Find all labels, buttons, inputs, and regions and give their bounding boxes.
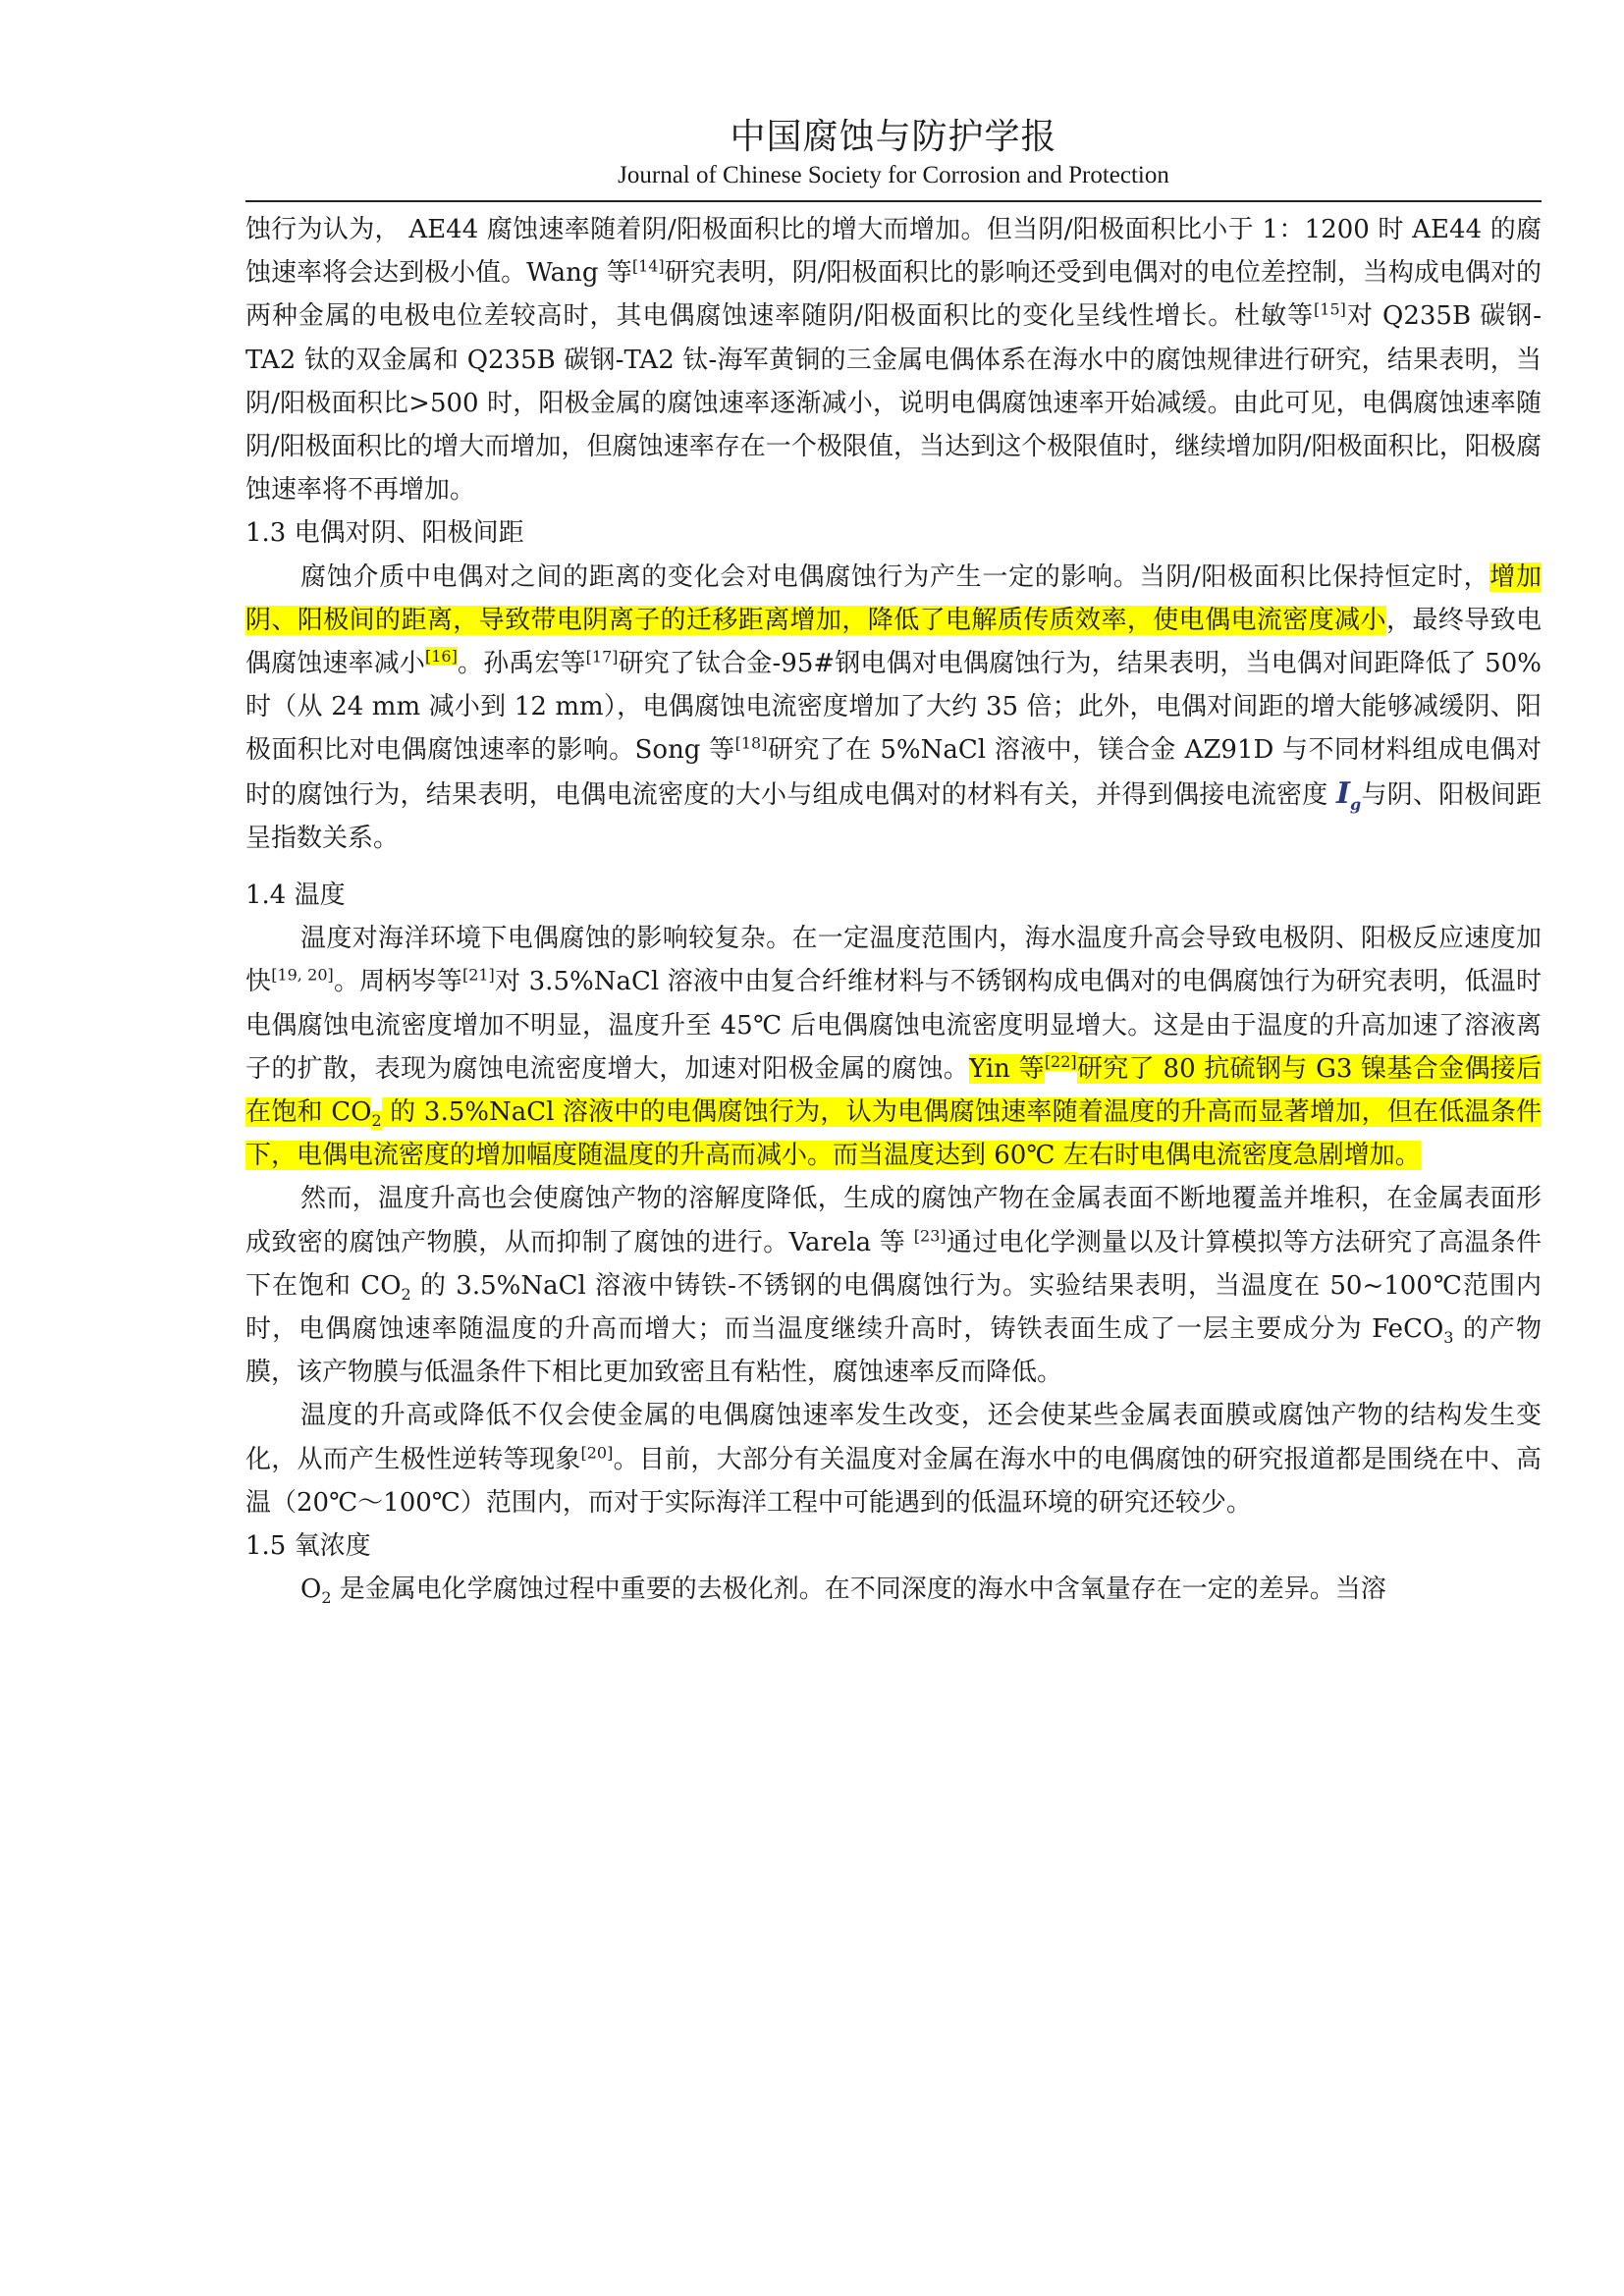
variable-subscript: g xyxy=(1350,794,1362,814)
paragraph-polarity-reversal xyxy=(245,1394,1542,1524)
citation: [19, 20] xyxy=(271,965,334,985)
header-rule xyxy=(245,200,1542,202)
text: 的产物膜，该产物膜与低温条件下相比更加致密且有粘性，腐蚀速率反而降低。 xyxy=(245,1314,1542,1388)
text: 与阴、阳极间距呈指数关系。 xyxy=(245,779,1542,853)
text: 。周柄岑等 xyxy=(333,967,462,997)
text: 蚀行为认为， AE44 腐蚀速率随着阴/阳极面积比的增大而增加。但当阴/阳极面积比小于 1：1200 时 AE44 的腐蚀速率将会达到极小值。Wang 等 xyxy=(245,215,1542,289)
text: 是金属电化学腐蚀过程中重要的去极化剂。在不同深度的海水中含氧量存在一定的差异。当溶 xyxy=(331,1575,1386,1605)
text: O xyxy=(300,1575,322,1605)
section-heading-1-5: 1.5 氧浓度 xyxy=(245,1531,371,1562)
highlighted-text: Yin 等 xyxy=(969,1053,1045,1084)
text: 温度的升高或降低不仅会使金属的电偶腐蚀速率发生改变，还会使某些金属表面膜或腐蚀产物的结构发生变化，从而产生极性逆转等现象 xyxy=(245,1401,1542,1474)
paragraph-corrosion-products xyxy=(245,1177,1542,1394)
section-heading-1-4: 1.4 温度 xyxy=(245,881,346,911)
text: 。目前，大部分有关温度对金属在海水中的电偶腐蚀的研究报道都是围绕在中、高温（20℃～100℃）范围内，而对于实际海洋工程中可能遇到的低温环境的研究还较少。 xyxy=(245,1444,1542,1518)
text: 腐蚀介质中电偶对之间的距离的变化会对电偶腐蚀行为产生一定的影响。当阴/阳极面积比保持恒定时， xyxy=(300,561,1490,592)
text: 对 3.5%NaCl 溶液中由复合纤维材料与不锈钢构成电偶对的电偶腐蚀行为研究表明，低温时电偶腐蚀电流密度增加不明显，温度升至 45℃ 后电偶腐蚀电流密度明显增大。这是由于温度的升高加速了溶液离子的扩散，表现为腐蚀电流密度增大，加速对阳极金属的腐蚀。 xyxy=(245,967,1542,1084)
citation: [14] xyxy=(631,256,665,276)
journal-header xyxy=(245,116,1542,190)
paragraph-temperature xyxy=(245,917,1542,1177)
subscript: 2 xyxy=(321,1588,332,1608)
text: 温度对海洋环境下电偶腐蚀的影响较复杂。在一定温度范围内，海水温度升高会导致电极阴、阳极反应速度加快 xyxy=(245,924,1542,997)
subscript: 3 xyxy=(1443,1328,1454,1348)
subscript: 2 xyxy=(371,1111,382,1131)
text: 通过电化学测量以及计算模拟等方法研究了高温条件下在饱和 CO xyxy=(245,1227,1542,1301)
spacer xyxy=(245,860,1542,874)
variable-main: I xyxy=(1336,775,1351,811)
journal-title-en: Journal of Chinese Society for Corrosion and Protection xyxy=(618,162,1169,188)
journal-title-cn: 中国腐蚀与防护学报 xyxy=(730,117,1057,157)
article-body xyxy=(245,208,1542,1612)
text: 然而，温度升高也会使腐蚀产物的溶解度降低，生成的腐蚀产物在金属表面不断地覆盖并堆积，在金属表面形成致密的腐蚀产物膜，从而抑制了腐蚀的进行。Varela 等 xyxy=(245,1184,1542,1257)
text: 的 3.5%NaCl 溶液中铸铁-不锈钢的电偶腐蚀行为。实验结果表明，当温度在 50~100℃范围内时，电偶腐蚀速率随温度的升高而增大；而当温度继续升高时，铸铁表面生成了一层主要成分为 FeCO xyxy=(245,1270,1542,1345)
citation: [20] xyxy=(580,1443,614,1463)
citation: [22] xyxy=(1044,1052,1077,1072)
paragraph-electrode-distance xyxy=(245,556,1542,860)
section-heading-1-3: 1.3 电偶对阴、阳极间距 xyxy=(245,518,524,549)
text: 研究表明，阴/阳极面积比的影响还受到电偶对的电位差控制，当构成电偶对的两种金属的电极电位差较高时，其电偶腐蚀速率随阴/阳极面积比的变化呈线性增长。杜敏等 xyxy=(245,258,1542,332)
paragraph-oxygen xyxy=(245,1568,1542,1611)
highlighted-text: 增加阴、阳极间的距离，导致带电阴离子的迁移距离增加，降低了电解质传质效率，使电偶电流密度减小 xyxy=(245,561,1542,635)
highlighted-text: 的 3.5%NaCl 溶液中的电偶腐蚀行为，认为电偶腐蚀速率随着温度的升高而显著增加，但在低温条件下，电偶电流密度的增加幅度随温度的升高而减小。而当温度达到 60℃ 左右时电偶电流密度急剧增加。 xyxy=(245,1097,1542,1171)
citation: [21] xyxy=(461,965,495,985)
variable-ig xyxy=(1336,775,1362,814)
citation: [16] xyxy=(424,647,458,667)
citation: [17] xyxy=(585,647,619,667)
text: 。孙禹宏等 xyxy=(457,649,586,679)
citation: [23] xyxy=(913,1226,947,1246)
text: 对 Q235B 碳钢-TA2 钛的双金属和 Q235B 碳钢-TA2 钛-海军黄铜的三金属电偶体系在海水中的腐蚀规律进行研究，结果表明，当阴/阳极面积比>500 时，阳极金属的腐蚀速率逐渐减小，说明电偶腐蚀速率开始减缓。由此可见，电偶腐蚀速率随阴/阳极面积比的增大而增加，但腐蚀速率存在一个极限值，当达到这个极限值时，继续增加阴/阳极面积比，阳极腐蚀速率将不再增加。 xyxy=(245,301,1542,506)
paragraph-area-ratio xyxy=(245,208,1542,511)
citation: [18] xyxy=(734,733,768,753)
text: 研究了在 5%NaCl 溶液中，镁合金 AZ91D 与不同材料组成电偶对时的腐蚀行为，结果表明，电偶电流密度的大小与组成电偶对的材料有关，并得到偶接电流密度 xyxy=(245,735,1542,810)
text: 研究了钛合金-95#钢电偶对电偶腐蚀行为，结果表明，当电偶对间距降低了 50%时（从 24 mm 减小到 12 mm），电偶腐蚀电流密度增加了大约 35 倍；此外，电偶对间距的增大能够减缓阴、阳极面积比对电偶腐蚀速率的影响。Song 等 xyxy=(245,649,1542,766)
highlighted-text: 研究了 80 抗硫钢与 G3 镍基合金偶接后在饱和 CO xyxy=(245,1053,1542,1128)
text: ，最终导致电偶腐蚀速率减小 xyxy=(245,605,1542,679)
subscript: 2 xyxy=(401,1285,411,1305)
citation: [15] xyxy=(1314,299,1346,319)
